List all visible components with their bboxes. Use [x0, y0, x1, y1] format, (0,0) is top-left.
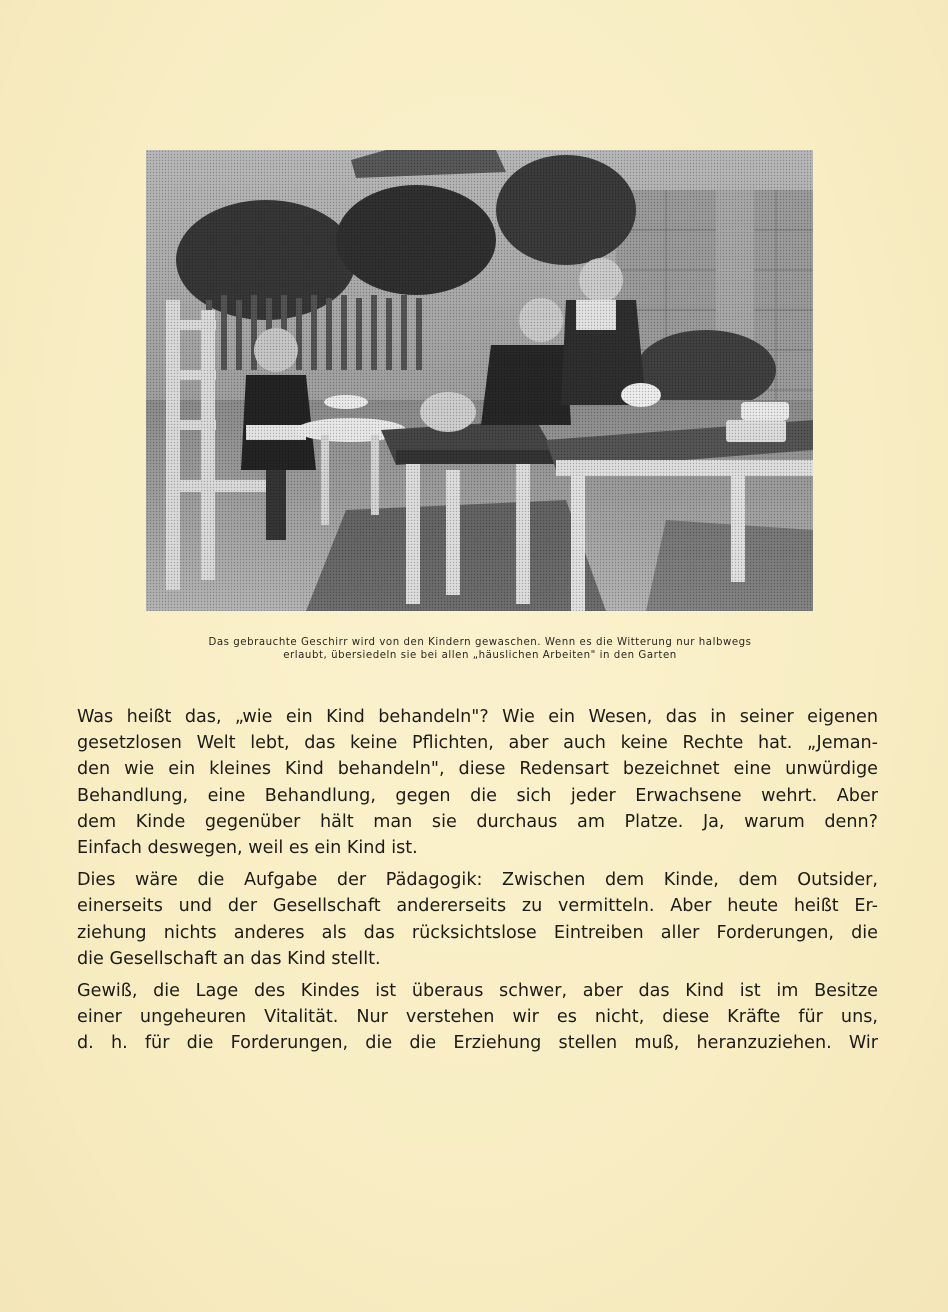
- text-line: den wie ein kleines Kind behandeln", diese Redensart bezeichnet eine unwürdige: [77, 759, 878, 780]
- text-line: dem Kinde gegenüber hält man sie durchaus am Platze. Ja, warum denn?: [77, 811, 878, 832]
- photo-illustration: [146, 150, 813, 611]
- body-text: [77, 704, 878, 1062]
- text-line: gesetzlosen Welt lebt, das keine Pflichten, aber auch keine Rechte hat. „Jeman-: [77, 733, 878, 754]
- text-line: Behandlung, eine Behandlung, gegen die sich jeder Erwachsene wehrt. Aber: [77, 785, 878, 806]
- paragraph: [77, 867, 878, 972]
- photo-caption: [130, 636, 830, 662]
- caption-line: erlaubt, übersiedeln sie bei allen „häuslichen Arbeiten" in den Garten: [283, 650, 677, 661]
- text-line: Gewiß, die Lage des Kindes ist überaus schwer, aber das Kind ist im Besitze: [77, 980, 878, 1001]
- caption-line: Das gebrauchte Geschirr wird von den Kindern gewaschen. Wenn es die Witterung nur halbwegs: [208, 637, 752, 648]
- text-line: Dies wäre die Aufgabe der Pädagogik: Zwischen dem Kinde, dem Outsider,: [77, 870, 878, 891]
- text-line: einerseits und der Gesellschaft andererseits zu vermitteln. Aber heute heißt Er-: [77, 896, 878, 917]
- text-line: ziehung nichts anderes als das rücksichtslose Eintreiben aller Forderungen, die: [77, 922, 878, 943]
- paragraph: [77, 704, 878, 861]
- text-line: Einfach deswegen, weil es ein Kind ist.: [77, 837, 418, 858]
- paragraph: [77, 978, 878, 1057]
- text-line: die Gesellschaft an das Kind stellt.: [77, 948, 381, 969]
- text-line: einer ungeheuren Vitalität. Nur verstehen wir es nicht, diese Kräfte für uns,: [77, 1007, 878, 1028]
- text-line: Was heißt das, „wie ein Kind behandeln"? Wie ein Wesen, das in seiner eigenen: [77, 707, 878, 727]
- photograph-children-washing-dishes-in-garden: [146, 150, 813, 611]
- text-line: d. h. für die Forderungen, die die Erziehung stellen muß, heranzuziehen. Wir: [77, 1033, 878, 1054]
